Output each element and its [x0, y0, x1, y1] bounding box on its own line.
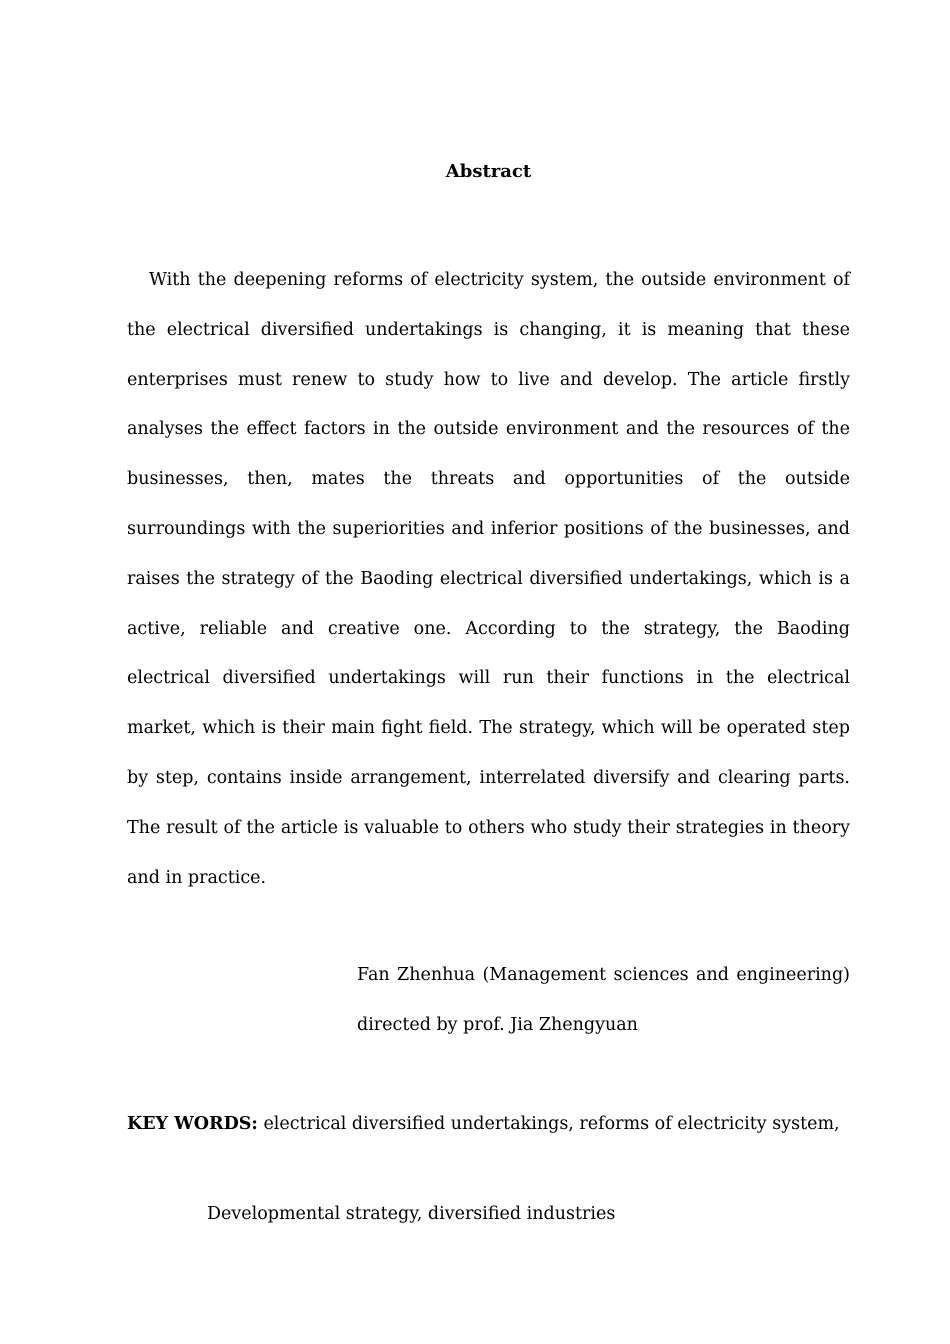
abstract-title: Abstract	[445, 161, 532, 182]
keywords-label: KEY WORDS:	[127, 1114, 258, 1134]
author-line: Fan Zhenhua (Management sciences and engineering) directed by prof. Jia Zhengyuan	[357, 965, 850, 1035]
abstract-body: With the deepening reforms of electricity system, the outside environment of the electrical diversified undertakings is changing, it is meaning that these enterprises must renew to study how to live and develop. The article firstly analyses the effect factors in the outside environment and the resources of the businesses, then, mates the threats and opportunities of the outside surroundings with the superiorities and inferior positions of the businesses, and raises the strategy of the Baoding electrical diversified undertakings, which is a active, reliable and creative one. According to the strategy, the Baoding electrical diversified undertakings will run their functions in the electrical market, which is their main fight field. The strategy, which will be operated step by step, contains inside arrangement, interrelated diversify and clearing parts. The result of the article is valuable to others who study their strategies in theory and in practice.	[127, 270, 850, 888]
keywords-continuation: Developmental strategy, diversified industries	[207, 1204, 616, 1224]
keywords-paragraph	[127, 1100, 850, 1150]
keywords-text: electrical diversified undertakings, reforms of electricity system,	[263, 1114, 840, 1134]
